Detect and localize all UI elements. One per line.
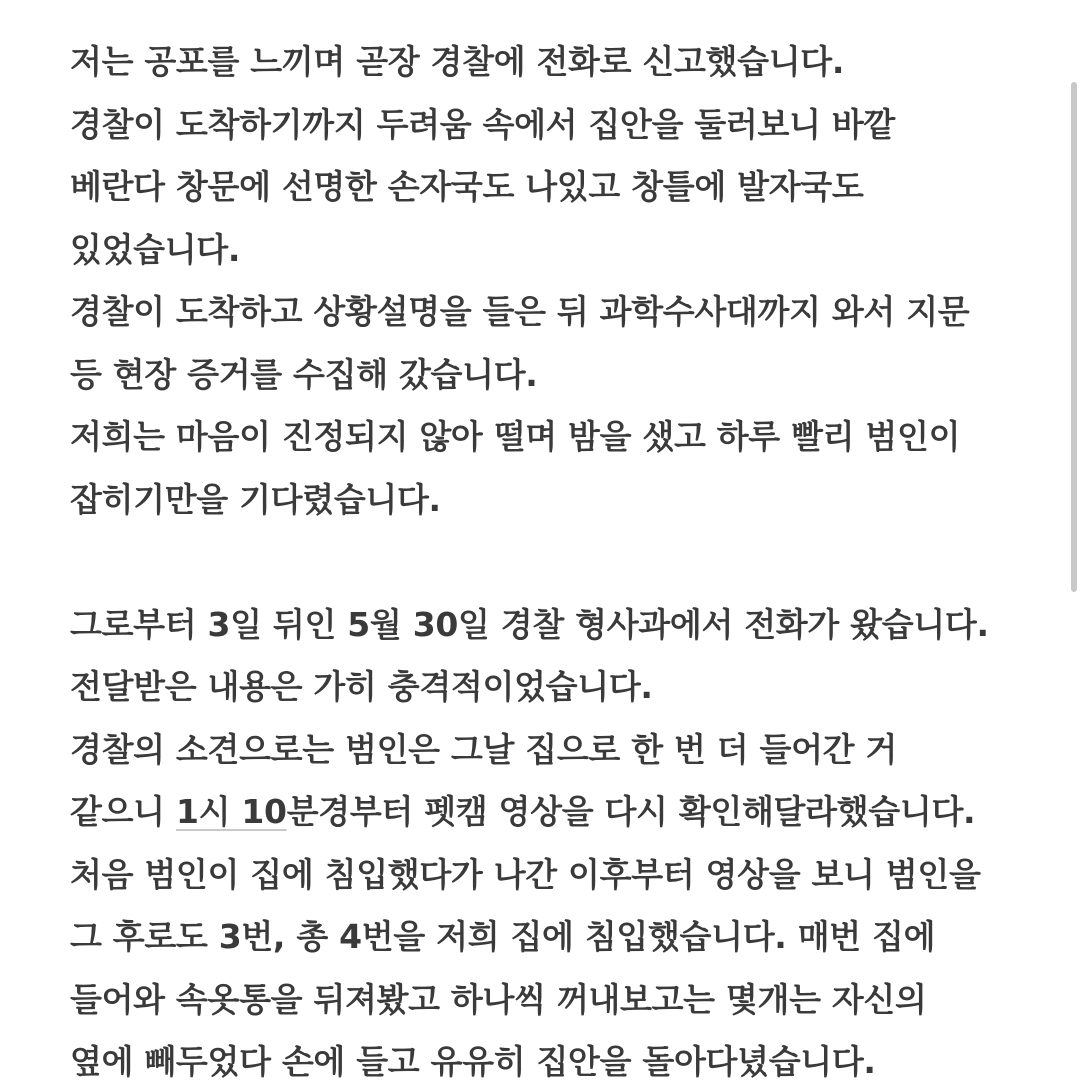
text-line: 경찰의 소견으로는 범인은 그날 집으로 한 번 더 들어간 거 — [70, 729, 897, 769]
text-line-with-highlight — [70, 781, 1060, 844]
text-line: 그로부터 3일 뒤인 5월 30일 경찰 형사과에서 전화가 왔습니다. — [70, 604, 989, 644]
text-line: 저는 공포를 느끼며 곧장 경찰에 전화로 신고했습니다. — [70, 42, 845, 81]
scrollbar-thumb[interactable] — [1071, 82, 1077, 592]
text-line: 등 현장 증거를 수집해 갔습니다. — [70, 354, 538, 394]
article-text — [70, 31, 1060, 1080]
paragraph-gap — [70, 531, 1060, 594]
text-line: 경찰이 도착하고 상황설명을 들은 뒤 과학수사대까지 와서 지문 — [70, 292, 970, 331]
text-line: 잡히기만을 기다렸습니다. — [70, 479, 441, 519]
text-line: 옆에 빼두었다 손에 들고 유유히 집안을 돌아다녔습니다. — [70, 1042, 876, 1080]
text-line: 저희는 마음이 진정되지 않아 떨며 밤을 샜고 하루 빨리 범인이 — [70, 417, 961, 456]
text-segment: 분경부터 펫캠 영상을 다시 확인해달라했습니다. — [286, 792, 976, 831]
text-line: 그 후로도 3번, 총 4번을 저희 집에 침입했습니다. 매번 집에 — [70, 917, 936, 956]
vertical-scrollbar[interactable] — [1066, 0, 1080, 1080]
text-line: 경찰이 도착하기까지 두려움 속에서 집안을 둘러보니 바깥 — [70, 104, 896, 144]
text-segment: 같으니 — [70, 792, 176, 831]
text-line: 처음 범인이 집에 침입했다가 나간 이후부터 영상을 보니 범인을 — [70, 854, 981, 894]
text-line: 들어와 속옷통을 뒤져봤고 하나씩 꺼내보고는 몇개는 자신의 — [70, 979, 927, 1019]
underlined-time-text: 1시 10 — [175, 792, 287, 831]
text-line: 베란다 창문에 선명한 손자국도 나있고 창틀에 발자국도 — [70, 167, 864, 206]
text-line: 전달받은 내용은 가히 충격적이었습니다. — [70, 667, 653, 706]
text-line: 있었습니다. — [70, 229, 241, 269]
